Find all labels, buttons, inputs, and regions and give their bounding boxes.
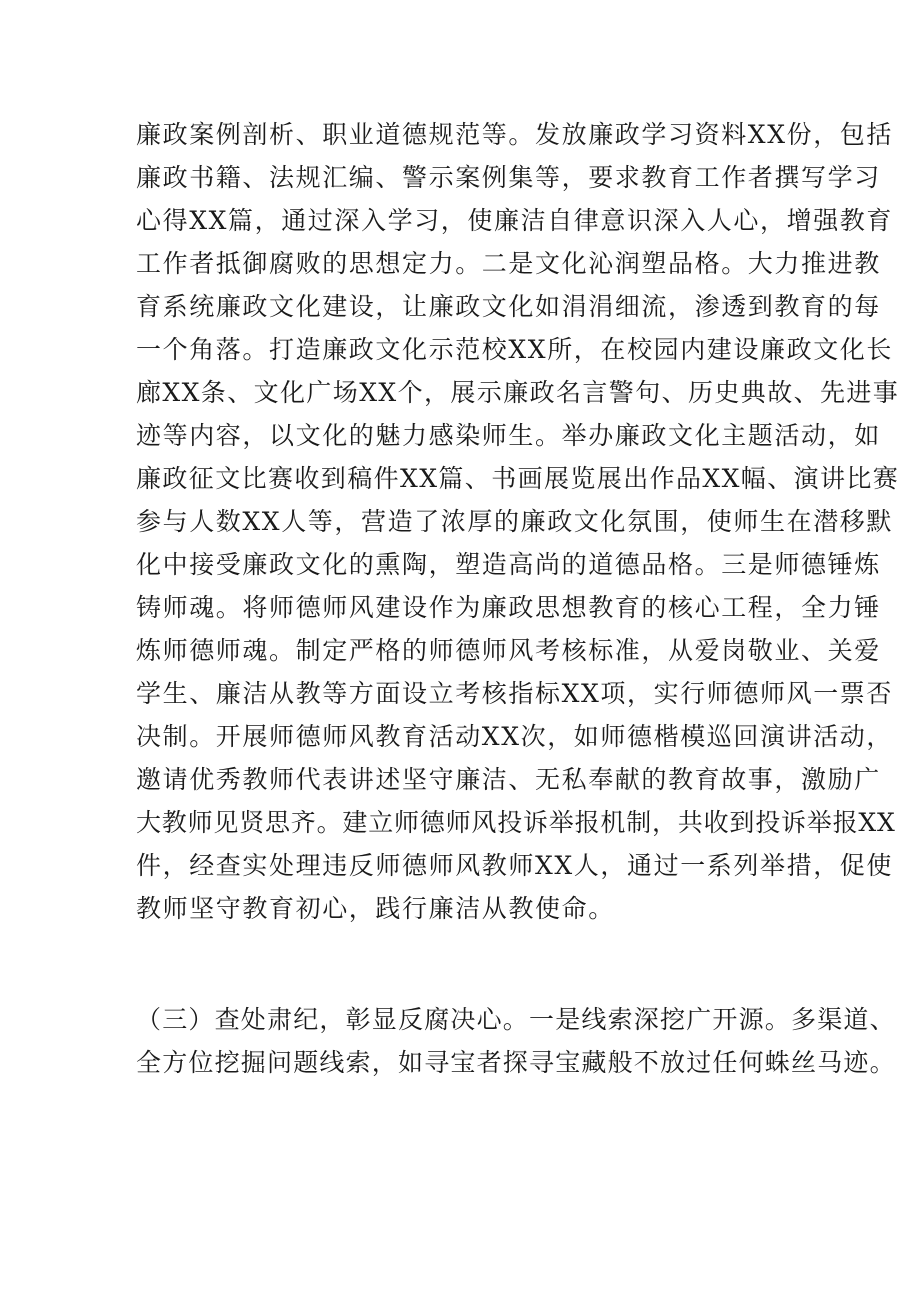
paragraph-1-line-14: 学生、廉洁从教等方面设立考核指标XX项，实行师德师风一票否 — [136, 679, 893, 708]
paragraph-1-line-1: 廉政案例剖析、职业道德规范等。发放廉政学习资料XX份，包括 — [136, 120, 893, 149]
paragraph-1-line-6: 一个角落。打造廉政文化示范校XX所，在校园内建设廉政文化长 — [136, 335, 893, 364]
paragraph-1-line-18: 件，经查实处理违反师德师风教师XX人，通过一系列举措，促使 — [136, 851, 893, 880]
paragraph-1-line-2: 廉政书籍、法规汇编、警示案例集等，要求教育工作者撰写学习 — [136, 163, 881, 192]
paragraph-2-line-2: 全方位挖掘问题线索，如寻宝者探寻宝藏般不放过任何蛛丝马迹。 — [136, 1048, 896, 1077]
paragraph-1-line-4: 工作者抵御腐败的思想定力。二是文化沁润塑品格。大力推进教 — [136, 249, 881, 278]
paragraph-1-line-12: 铸师魂。将师德师风建设作为廉政思想教育的核心工程，全力锤 — [136, 593, 881, 622]
paragraph-1-line-19: 教师坚守教育初心，践行廉洁从教使命。 — [136, 894, 615, 923]
paragraph-1-line-13: 炼师德师魂。制定严格的师德师风考核标准，从爱岗敬业、关爱 — [136, 636, 881, 665]
paragraph-1-line-11: 化中接受廉政文化的熏陶，塑造高尚的道德品格。三是师德锤炼 — [136, 550, 881, 579]
paragraph-1-line-15: 决制。开展师德师风教育活动XX次，如师德楷模巡回演讲活动， — [136, 722, 893, 751]
paragraph-1-line-3: 心得XX篇，通过深入学习，使廉洁自律意识深入人心，增强教育 — [136, 206, 893, 235]
paragraph-1-line-8: 迹等内容，以文化的魅力感染师生。举办廉政文化主题活动，如 — [136, 421, 881, 450]
paragraph-1-line-7: 廊XX条、文化广场XX个，展示廉政名言警句、历史典故、先进事 — [136, 378, 900, 407]
paragraph-2-line-1: （三）查处肃纪，彰显反腐决心。一是线索深挖广开源。多渠道、 — [136, 1005, 896, 1034]
paragraph-1-line-9: 廉政征文比赛收到稿件XX篇、书画展览展出作品XX幅、演讲比赛 — [136, 464, 900, 493]
paragraph-1-line-16: 邀请优秀教师代表讲述坚守廉洁、无私奉献的教育故事，激励广 — [136, 765, 881, 794]
paragraph-1-line-17: 大教师见贤思齐。建立师德师风投诉举报机制，共收到投诉举报XX — [136, 808, 896, 837]
paragraph-1-line-10: 参与人数XX人等，营造了浓厚的廉政文化氛围，使师生在潜移默 — [136, 507, 893, 536]
paragraph-1-line-5: 育系统廉政文化建设，让廉政文化如涓涓细流，渗透到教育的每 — [136, 292, 881, 321]
